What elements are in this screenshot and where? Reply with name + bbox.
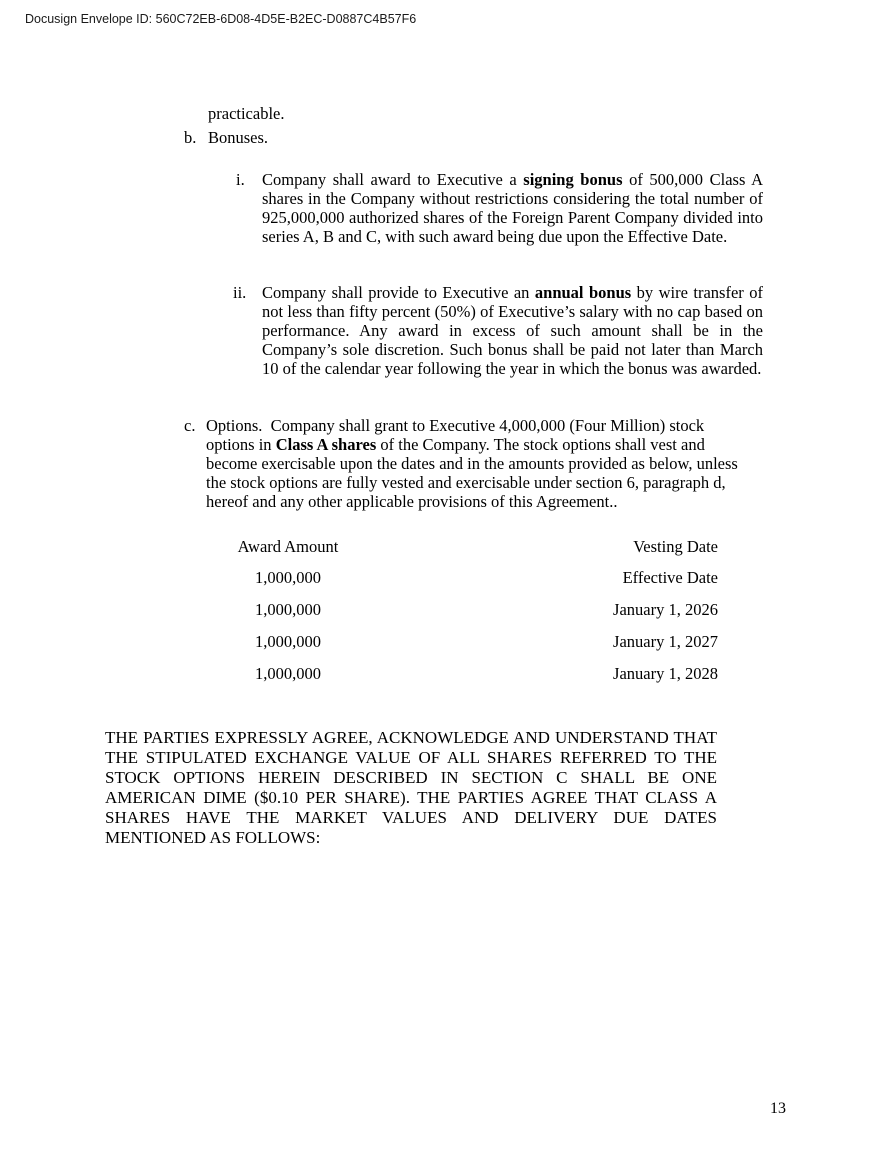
award-amount-column-header: Award Amount: [237, 537, 339, 556]
paragraph-signing-bonus: [262, 170, 763, 246]
paragraph-signing-bonus-text-before: Company shall award to Executive a: [262, 170, 524, 189]
award-amount-cell: 1,000,000: [255, 568, 321, 587]
vesting-date-cell: January 1, 2028: [613, 664, 718, 683]
table-row: [212, 600, 718, 619]
table-row: [212, 664, 718, 683]
list-marker-b: b.: [184, 128, 197, 147]
stipulated-value-paragraph: THE PARTIES EXPRESSLY AGREE, ACKNOWLEDGE AND UNDERSTAND THAT THE STIPULATED EXCHANGE VALUE OF ALL SHARES REFERRED TO THE STOCK OPTIONS HEREIN DESCRIBED IN SECTION C SHALL BE ONE AMERICAN DIME ($0.10 PER SHARE). THE PARTIES AGREE THAT CLASS A SHARES HAVE THE MARKET VALUES AND DELIVERY DUE DATES MENTIONED AS FOLLOWS:: [105, 728, 717, 847]
vesting-date-cell: January 1, 2026: [613, 600, 718, 619]
list-marker-i: i.: [236, 170, 245, 189]
page-number: 13: [770, 1100, 786, 1117]
docusign-envelope-id: Docusign Envelope ID: 560C72EB-6D08-4D5E-B2EC-D0887C4B57F6: [25, 12, 417, 26]
vesting-table: [212, 537, 718, 696]
annual-bonus-bold-text: annual bonus: [534, 283, 632, 302]
list-item-bonuses-label: Bonuses.: [208, 128, 269, 147]
paragraph-annual-bonus-text-before: Company shall provide to Executive an: [262, 283, 535, 302]
vesting-date-cell: January 1, 2027: [613, 632, 718, 651]
paragraph-options-text-before: Options. Company shall grant to Executive 4,000,000 (Four Million) stock options in: [206, 416, 705, 454]
award-amount-cell: 1,000,000: [255, 632, 321, 651]
list-marker-c: c.: [184, 416, 196, 435]
vesting-date-column-header: Vesting Date: [633, 537, 718, 556]
vesting-table-header-row: [212, 537, 718, 556]
table-row: [212, 632, 718, 651]
paragraph-annual-bonus: [262, 283, 763, 378]
table-row: [212, 568, 718, 587]
paragraph-signing-bonus-text-after: of 500,000 Class A shares in the Company without restrictions considering the total number of 925,000,000 authorized shares of the Foreign Parent Company divided into series A, B and C, with such award being due upon the Effective Date.: [262, 170, 763, 246]
award-amount-cell: 1,000,000: [255, 664, 321, 683]
paragraph-options: [206, 416, 739, 511]
signing-bonus-bold-text: signing bonus: [523, 170, 623, 189]
list-marker-ii: ii.: [233, 283, 247, 302]
class-a-shares-bold-text: Class A shares: [275, 435, 377, 454]
award-amount-cell: 1,000,000: [255, 600, 321, 619]
paragraph-annual-bonus-text-after: by wire transfer of not less than fifty percent (50%) of Executive’s salary with no cap based on performance. Any award in excess of such amount shall be in the Company’s sole discretion. Such bonus shall be paid not later than March 10 of the calendar year following the year in which the bonus was awarded.: [262, 283, 763, 378]
vesting-date-cell: Effective Date: [622, 568, 718, 587]
paragraph-practicable: practicable.: [208, 104, 285, 123]
paragraph-options-text-after: of the Company. The stock options shall vest and become exercisable upon the dates and in the amounts provided as below, unless the stock options are fully vested and exercisable under section 6, paragraph d, hereof and any other applicable provisions of this Agreement..: [206, 435, 738, 511]
